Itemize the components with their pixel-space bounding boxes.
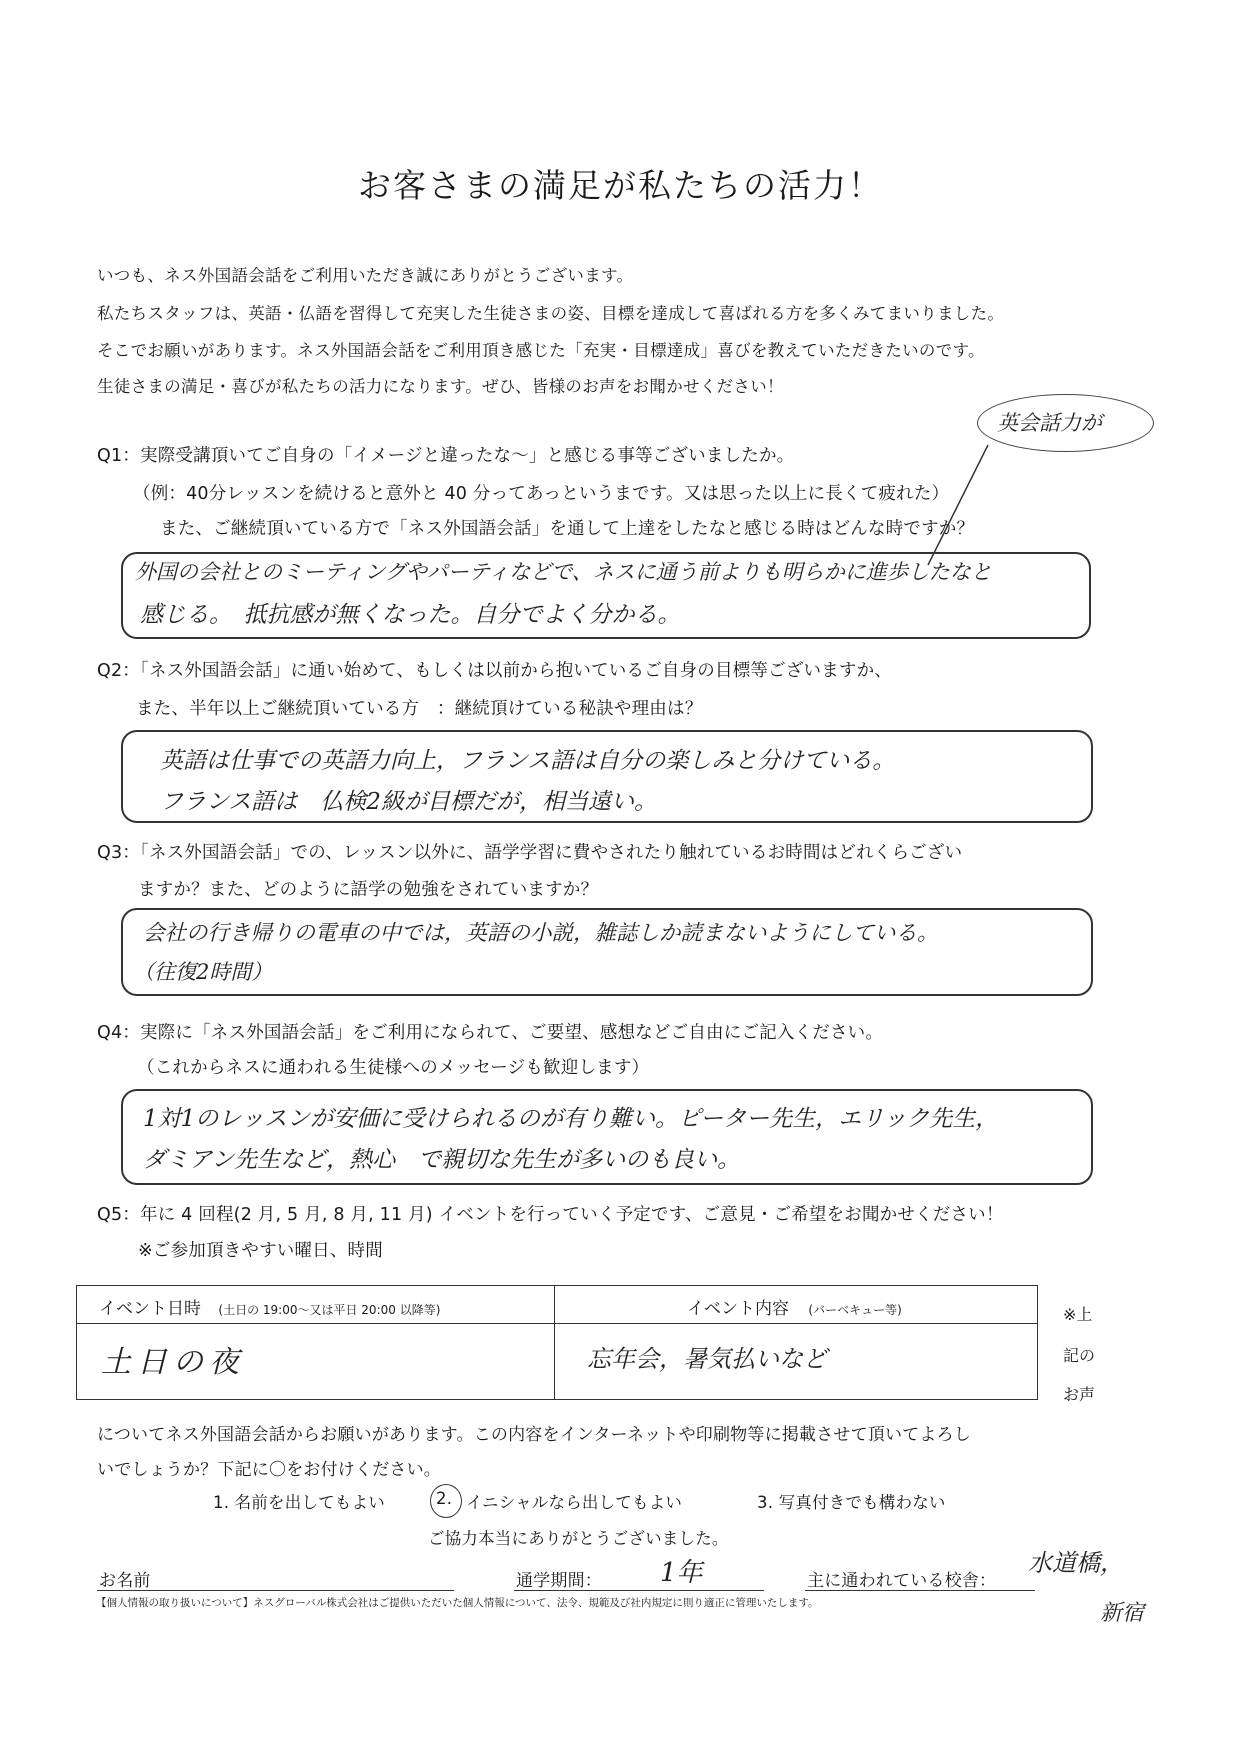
school-label: 主に通われている校舎： <box>807 1571 997 1591</box>
intro-line-1: いつも、ネス外国語会話をご利用いただき誠にありがとうございます。 <box>97 266 634 285</box>
q2-question: Q2：「ネス外国語会話」に通い始めて、もしくは以前から抱いているご自身の目標等ございますか、 <box>97 661 893 681</box>
period-field[interactable] <box>514 1590 764 1591</box>
consent-option-2-number[interactable]: 2. <box>436 1489 453 1508</box>
col-event-datetime-note: (土日の 19:00～又は平日 20:00 以降等) <box>218 1303 441 1317</box>
thanks-message: ご協力本当にありがとうございました。 <box>428 1529 729 1548</box>
q1-question: Q1：実際受講頂いてご自身の「イメージと違ったな～」と感じる事等ございましたか。 <box>97 446 795 466</box>
consent-line-1: についてネス外国語会話からお願いがあります。この内容をインターネットや印刷物等に掲載させて頂いてよろし <box>97 1425 971 1445</box>
col-event-datetime-label: イベント日時 <box>99 1299 201 1319</box>
school-value-1: 水道橋， <box>1028 1549 1124 1577</box>
q3-answer-line-1: 会社の行き帰りの電車の中では，英語の小説，雑誌しか読まないようにしている。 <box>143 921 939 946</box>
event-datetime-answer: 土日の夜 <box>101 1345 245 1380</box>
note-arrow <box>920 440 1000 570</box>
school-field[interactable] <box>805 1590 1035 1591</box>
q1-answer-line-2: 感じる。 抵抗感が無くなった。自分でよく分かる。 <box>140 602 681 628</box>
col-event-datetime-header <box>99 1294 440 1319</box>
consent-option-3[interactable]: 3. 写真付きでも構わない <box>757 1493 946 1512</box>
consent-line-2: いでしょうか？下記に〇をお付けください。 <box>97 1460 441 1480</box>
side-note-line-2: 記の <box>1063 1346 1096 1365</box>
intro-line-3: そこでお願いがあります。ネス外国語会話をご利用頂き感じた「充実・目標達成」喜びを教えていただきたいのです。 <box>97 341 985 360</box>
event-content-answer: 忘年会，暑気払いなど <box>587 1345 827 1373</box>
event-table <box>76 1285 1038 1400</box>
name-field[interactable] <box>97 1590 454 1591</box>
intro-line-4: 生徒さまの満足・喜びが私たちの活力になります。ぜひ、皆様のお声をお聞かせください！ <box>97 377 784 396</box>
period-value: 1年 <box>660 1558 703 1588</box>
side-note-line-3: お声 <box>1063 1385 1096 1404</box>
period-label: 通学期間： <box>516 1571 602 1591</box>
privacy-footer: 【個人情報の取り扱いについて】ネスグローバル株式会社はご提供いただいた個人情報について、法令、規範及び社内規定に則り適正に管理いたします。 <box>96 1597 819 1609</box>
q1-answer-line-1: 外国の会社とのミーティングやパーティなどで、ネスに通う前よりも明らかに進歩したなと <box>135 560 992 584</box>
col-event-content-label: イベント内容 <box>687 1299 789 1319</box>
col-event-content-note: (バーベキュー等) <box>808 1303 902 1317</box>
page-title: お客さまの満足が私たちの活力！ <box>358 166 883 205</box>
event-table-divider <box>554 1286 555 1399</box>
q5-question: Q5：年に 4 回程(2 月, 5 月, 8 月, 11 月) イベントを行っていく予定です、ご意見・ご希望をお聞かせください！ <box>97 1205 1004 1225</box>
q1-example: （例：40分レッスンを続けると意外と 40 分ってあっというまです。又は思った以上に長くて疲れた） <box>133 484 950 504</box>
q2-followup: また、半年以上ご継続頂いている方 ：継続頂けている秘訣や理由は？ <box>136 699 703 719</box>
school-value-2: 新宿 <box>1100 1601 1145 1626</box>
q1-followup: また、ご継続頂いている方で「ネス外国語会話」を通して上達をしたなと感じる時はどんな時ですか？ <box>160 519 975 539</box>
q5-note: ※ご参加頂きやすい曜日、時間 <box>138 1241 383 1261</box>
q2-answer-line-2: フランス語は 仏検2級が目標だが，相当遠い。 <box>160 789 657 815</box>
q4-answer-line-1: 1対1のレッスンが安価に受けられるのが有り難い。ピーター先生，エリック先生， <box>143 1106 999 1132</box>
q4-followup: （これからネスに通われる生徒様へのメッセージも歓迎します） <box>137 1058 650 1078</box>
q3-followup: ますか？また、どのように語学の勉強をされていますか？ <box>138 880 599 900</box>
q2-answer-line-1: 英語は仕事での英語力向上，フランス語は自分の楽しみと分けている。 <box>160 748 896 774</box>
side-note-line-1: ※上 <box>1063 1305 1093 1324</box>
q4-answer-line-2: ダミアン先生など，熱心 で親切な先生が多いのも良い。 <box>143 1147 741 1173</box>
name-label: お名前 <box>99 1571 151 1591</box>
consent-option-2[interactable]: イニシャルなら出してもよい <box>466 1493 683 1512</box>
intro-line-2: 私たちスタッフは、英語・仏語を習得して充実した生徒さまの姿、目標を達成して喜ばれる方を多くみてまいりました。 <box>97 304 1005 323</box>
q3-answer-line-2: （往復2時間） <box>133 960 273 984</box>
col-event-content-header <box>687 1294 902 1319</box>
handwritten-note: 英会話力が <box>997 411 1102 435</box>
q4-question: Q4：実際に「ネス外国語会話」をご利用になられて、ご要望、感想などご自由にご記入ください。 <box>97 1023 884 1043</box>
consent-option-1[interactable]: 1. 名前を出してもよい <box>213 1493 385 1512</box>
q3-question: Q3：「ネス外国語会話」での、レッスン以外に、語学学習に費やされたり触れているお時間はどれくらござい <box>97 843 963 863</box>
